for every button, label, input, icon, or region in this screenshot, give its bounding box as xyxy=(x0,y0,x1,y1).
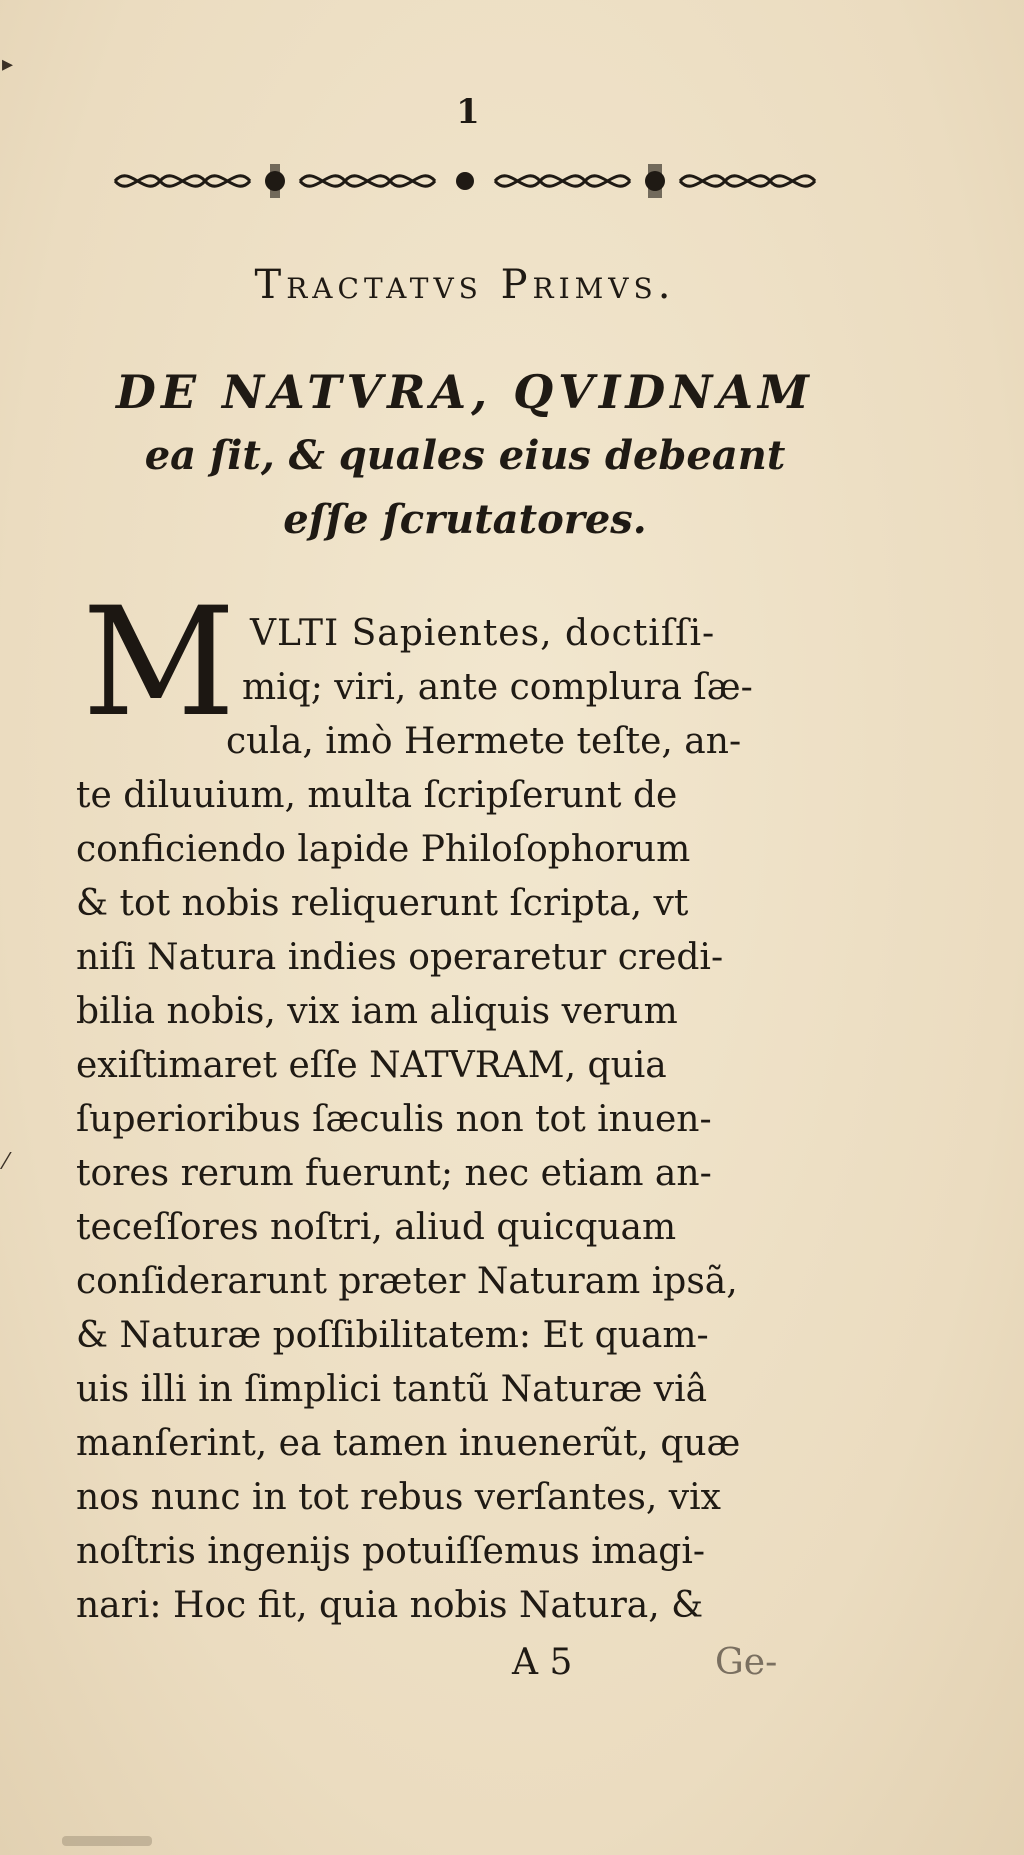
edge-arrow-icon: ▸ xyxy=(2,52,14,77)
treatise-title: Tractatvs Primvs. xyxy=(254,262,676,308)
chapter-heading-line-1: DE NATVRA, QVIDNAM xyxy=(116,365,814,419)
drop-cap: M xyxy=(82,576,236,750)
body-line: & Naturæ poſſibilitatem: Et quam- xyxy=(76,1315,709,1356)
body-line: ſuperioribus ſæculis non tot inuen- xyxy=(76,1099,712,1140)
body-line: VLTI Sapientes, doctiſſi- xyxy=(250,613,716,654)
body-line: conficiendo lapide Philoſophorum xyxy=(76,829,691,870)
ink-smudge xyxy=(62,1836,152,1846)
body-line: exiſtimaret eſſe NATVRAM, quia xyxy=(76,1045,667,1086)
body-line: nos nunc in tot rebus verſantes, vix xyxy=(76,1477,721,1518)
margin-mark-icon: ⁄ xyxy=(4,1150,8,1175)
body-line: nari: Hoc fit, quia nobis Natura, & xyxy=(76,1585,704,1626)
signature-mark: A 5 xyxy=(512,1642,573,1683)
body-line: tores rerum fuerunt; nec etiam an- xyxy=(76,1153,712,1194)
body-line: uis illi in ſimplici tantũ Naturæ viâ xyxy=(76,1369,708,1410)
body-line: cula, imò Hermete teſte, an- xyxy=(226,721,742,762)
decorative-band-icon xyxy=(110,158,820,204)
body-line: & tot nobis reliquerunt ſcripta, vt xyxy=(76,883,689,924)
page-number: 1 xyxy=(456,92,480,132)
body-line: te diluuium, multa ſcripſerunt de xyxy=(76,775,678,816)
body-line: teceſſores noſtri, aliud quicquam xyxy=(76,1207,677,1248)
body-line: niſi Natura indies operaretur credi- xyxy=(76,937,724,978)
body-line: miq; viri, ante complura ſæ- xyxy=(242,667,753,708)
body-line: conſiderarunt præter Naturam ipsã, xyxy=(76,1261,738,1302)
chapter-heading-line-3: eſſe ſcrutatores. xyxy=(283,496,647,543)
body-line: noſtris ingenijs potuiſſemus imagi- xyxy=(76,1531,706,1572)
body-line: bilia nobis, vix iam aliquis verum xyxy=(76,991,678,1032)
chapter-heading xyxy=(95,360,835,552)
body-line: manſerint, ea tamen inuenerũt, quæ xyxy=(76,1423,741,1464)
chapter-heading-line-2: ea ſit, & quales eius debeant xyxy=(144,432,786,479)
catchword: Ge- xyxy=(715,1642,778,1683)
